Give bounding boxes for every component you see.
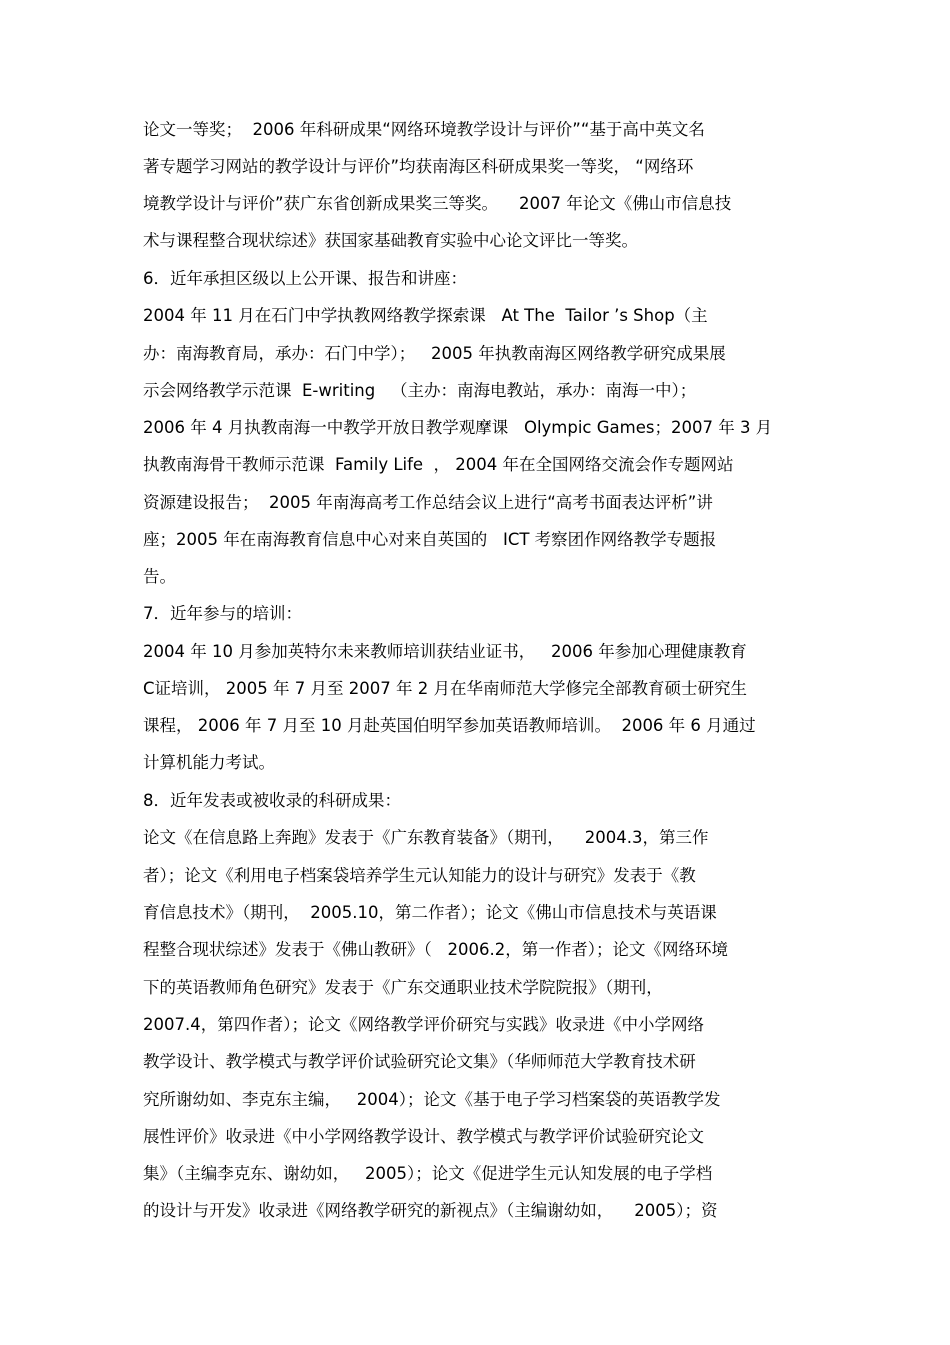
- text-line-20: 论文《在信息路上奔跑》发表于《广东教育装备》（期刊， 2004.3，第三作: [143, 828, 709, 847]
- section-heading-8: 8．近年发表或被收录的科研成果：: [143, 791, 401, 810]
- text-line-13: 告。: [143, 567, 176, 586]
- text-line-28: 展性评价》收录进《中小学网络教学设计、教学模式与教学评价试验研究论文: [143, 1127, 704, 1146]
- text-line-21: 者）；论文《利用电子档案袋培养学生元认知能力的设计与研究》发表于《教: [143, 866, 696, 885]
- text-line-15: 2004 年 10 月参加英特尔未来教师培训获结业证书， 2006 年参加心理健康教育: [143, 642, 747, 661]
- section-heading-6: 6．近年承担区级以上公开课、报告和讲座：: [143, 269, 467, 288]
- text-line-30: 的设计与开发》收录进《网络教学研究的新视点》（主编谢幼如， 2005）；资: [143, 1201, 718, 1220]
- section-heading-7: 7．近年参与的培训：: [143, 604, 302, 623]
- text-line-18: 计算机能力考试。: [143, 753, 275, 772]
- text-line-12: 座；2005 年在南海教育信息中心对来自英国的 ICT 考察团作网络教学专题报: [143, 530, 717, 549]
- text-line-24: 下的英语教师角色研究》发表于《广东交通职业技术学院院报》（期刊，: [143, 978, 663, 997]
- text-line-1: 论文一等奖； 2006 年科研成果“网络环境教学设计与评价”“基于高中英文名: [143, 120, 705, 139]
- text-line-4: 术与课程整合现状综述》获国家基础教育实验中心论文评比一等奖。: [143, 231, 638, 250]
- text-line-10: 执教南海骨干教师示范课 Family Life ， 2004 年在全国网络交流会作专题网站: [143, 455, 734, 474]
- text-line-2: 著专题学习网站的教学设计与评价”均获南海区科研成果奖一等奖， “网络环: [143, 157, 694, 176]
- text-line-16: C证培训， 2005 年 7 月至 2007 年 2 月在华南师范大学修完全部教育硕士研究生: [143, 679, 747, 698]
- text-line-26: 教学设计、教学模式与教学评价试验研究论文集》（华师师范大学教育技术研: [143, 1052, 696, 1071]
- text-line-7: 办：南海教育局，承办：石门中学）； 2005 年执教南海区网络教学研究成果展: [143, 344, 726, 363]
- text-line-23: 程整合现状综述》发表于《佛山教研》（ 2006.2，第一作者）；论文《网络环境: [143, 940, 728, 959]
- text-line-17: 课程， 2006 年 7 月至 10 月赴英国伯明罕参加英语教师培训。 2006 年 6 月通过: [143, 716, 756, 735]
- text-line-29: 集》（主编李克东、谢幼如， 2005）；论文《促进学生元认知发展的电子学档: [143, 1164, 713, 1183]
- text-line-6: 2004 年 11 月在石门中学执教网络教学探索课 At The Tailor ’s Shop（主: [143, 306, 708, 325]
- text-line-11: 资源建设报告； 2005 年南海高考工作总结会议上进行“高考书面表达评析”讲: [143, 493, 713, 512]
- text-line-27: 究所谢幼如、李克东主编， 2004）；论文《基于电子学习档案袋的英语教学发: [143, 1090, 721, 1109]
- text-line-8: 示会网络教学示范课 E-writing （主办：南海电教站，承办：南海一中）；: [143, 381, 697, 400]
- text-line-22: 育信息技术》（期刊， 2005.10，第二作者）；论文《佛山市信息技术与英语课: [143, 903, 717, 922]
- text-line-9: 2006 年 4 月执教南海一中教学开放日教学观摩课 Olympic Games；2007 年 3 月: [143, 418, 773, 437]
- text-line-25: 2007.4，第四作者）；论文《网络教学评价研究与实践》收录进《中小学网络: [143, 1015, 704, 1034]
- text-line-3: 境教学设计与评价”获广东省创新成果奖三等奖。 2007 年论文《佛山市信息技: [143, 194, 732, 213]
